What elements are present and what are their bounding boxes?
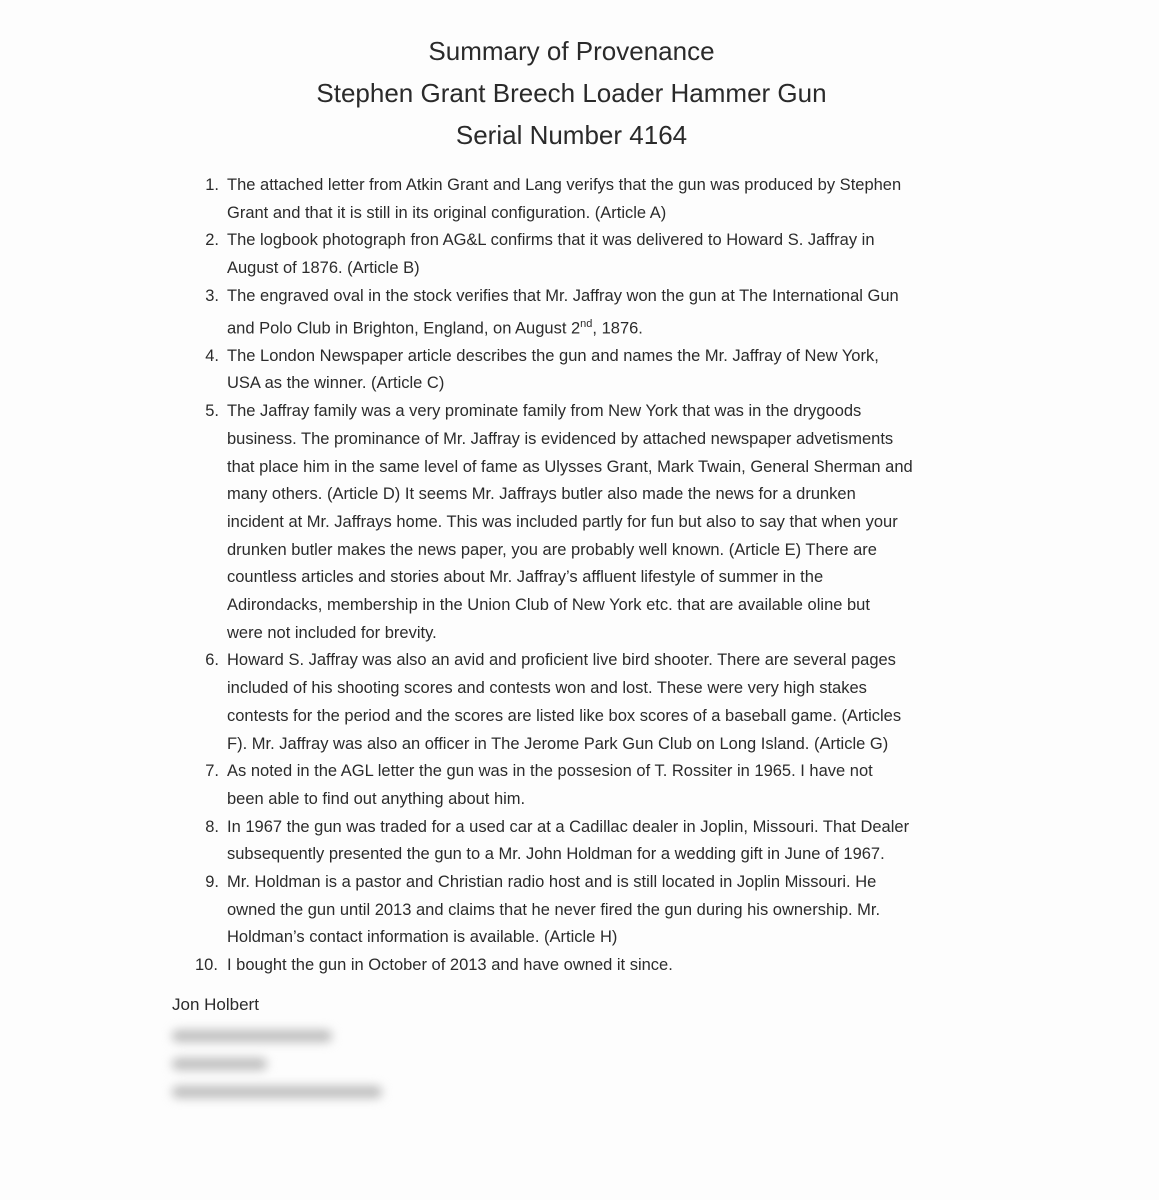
ordinal-suffix: nd: [580, 317, 593, 330]
title-line-1: Summary of Provenance: [428, 36, 715, 66]
item-text-line: The logbook photograph fron AG&L confirms that it was delivered to Howard S. Jaffray in: [227, 231, 875, 250]
item-text-line: The attached letter from Atkin Grant and Lang verifys that the gun was produced by Stephen: [227, 176, 902, 194]
item-text-line: F). Mr. Jaffray was also an officer in The Jerome Park Gun Club on Long Island. (Article G): [227, 734, 889, 753]
item-text-line: The engraved oval in the stock verifies that Mr. Jaffray won the gun at The International Gun: [227, 286, 899, 305]
item-text-line: [227, 311, 985, 343]
item-number: 10.: [195, 956, 218, 975]
item-text-line: Mr. Holdman is a pastor and Christian radio host and is still located in Joplin Missouri. He: [227, 873, 877, 892]
item-text-line: many others. (Article D) It seems Mr. Jaffrays butler also made the news for a drunken: [227, 485, 856, 504]
item-number: 9.: [205, 873, 219, 892]
list-item-8: [195, 814, 985, 869]
date-text: and Polo Club in Brighton, England, on August 2: [227, 319, 581, 338]
signature-name: Jon Holbert: [172, 995, 259, 1014]
item-text-line: The London Newspaper article describes the gun and names the Mr. Jaffray of New York,: [227, 346, 879, 365]
list-item-1: [195, 172, 985, 227]
list-item-9: [195, 869, 985, 952]
item-text-line: countless articles and stories about Mr. Jaffray’s affluent lifestyle of summer in the: [227, 568, 824, 587]
redacted-line: [172, 1058, 267, 1070]
item-text-line: As noted in the AGL letter the gun was in the possesion of T. Rossiter in 1965. I have not: [227, 762, 873, 781]
item-text-line: I bought the gun in October of 2013 and have owned it since.: [227, 956, 673, 975]
item-text-line: that place him in the same level of fame as Ulysses Grant, Mark Twain, General Sherman and: [227, 457, 913, 476]
item-text-line: been able to find out anything about him.: [227, 789, 526, 808]
list-item-4: [195, 343, 985, 398]
item-text-line: drunken butler makes the news paper, you are probably well known. (Article E) There are: [227, 540, 877, 559]
item-number: 1.: [205, 176, 219, 194]
item-text-line: included of his shooting scores and contests won and lost. These were very high stakes: [227, 679, 867, 698]
item-text-line: Holdman’s contact information is available. (Article H): [227, 928, 618, 947]
item-text-line: Adirondacks, membership in the Union Club of New York etc. that are available oline but: [227, 596, 870, 615]
item-text-line: owned the gun until 2013 and claims that he never fired the gun during his ownership. Mr.: [227, 900, 881, 919]
list-item-3: [195, 283, 985, 343]
item-number: 6.: [205, 651, 219, 670]
item-number: 5.: [205, 402, 219, 421]
title-line-2: Stephen Grant Breech Loader Hammer Gun: [316, 78, 827, 108]
redacted-line: [172, 1030, 332, 1042]
provenance-list: [195, 172, 985, 980]
item-text-line: In 1967 the gun was traded for a used car at a Cadillac dealer in Joplin, Missouri. That Dealer: [227, 817, 910, 836]
list-item-5: [195, 398, 985, 647]
item-text-line: Grant and that it is still in its original configuration. (Article A): [227, 203, 667, 222]
item-number: 7.: [205, 762, 219, 781]
item-text-line: were not included for brevity.: [227, 623, 437, 642]
item-text-line: August of 1876. (Article B): [227, 259, 420, 278]
item-text-line: The Jaffray family was a very prominate family from New York that was in the drygoods: [227, 402, 862, 421]
item-text-line: Howard S. Jaffray was also an avid and proficient live bird shooter. There are several pages: [227, 651, 896, 670]
list-item-10: [195, 952, 985, 980]
document-title: [0, 30, 1143, 156]
redacted-contact-block: [172, 1020, 392, 1114]
item-number: 8.: [205, 817, 219, 836]
item-number: 4.: [205, 346, 219, 365]
list-item-7: [195, 758, 985, 813]
date-year: , 1876.: [592, 319, 643, 338]
item-number: 3.: [205, 286, 219, 305]
item-text-line: USA as the winner. (Article C): [227, 374, 445, 393]
item-text-line: contests for the period and the scores are listed like box scores of a baseball game. (Articles: [227, 706, 902, 725]
item-text-line: incident at Mr. Jaffrays home. This was included partly for fun but also to say that when your: [227, 512, 898, 531]
list-item-2: [195, 227, 985, 282]
item-number: 2.: [205, 231, 219, 250]
redacted-line: [172, 1086, 382, 1098]
list-item-6: [195, 647, 985, 758]
title-line-3: Serial Number 4164: [455, 120, 688, 150]
item-text-line: business. The prominance of Mr. Jaffray is evidenced by attached newspaper advetisments: [227, 429, 894, 448]
item-text-line: subsequently presented the gun to a Mr. John Holdman for a wedding gift in June of 1967.: [227, 845, 885, 864]
